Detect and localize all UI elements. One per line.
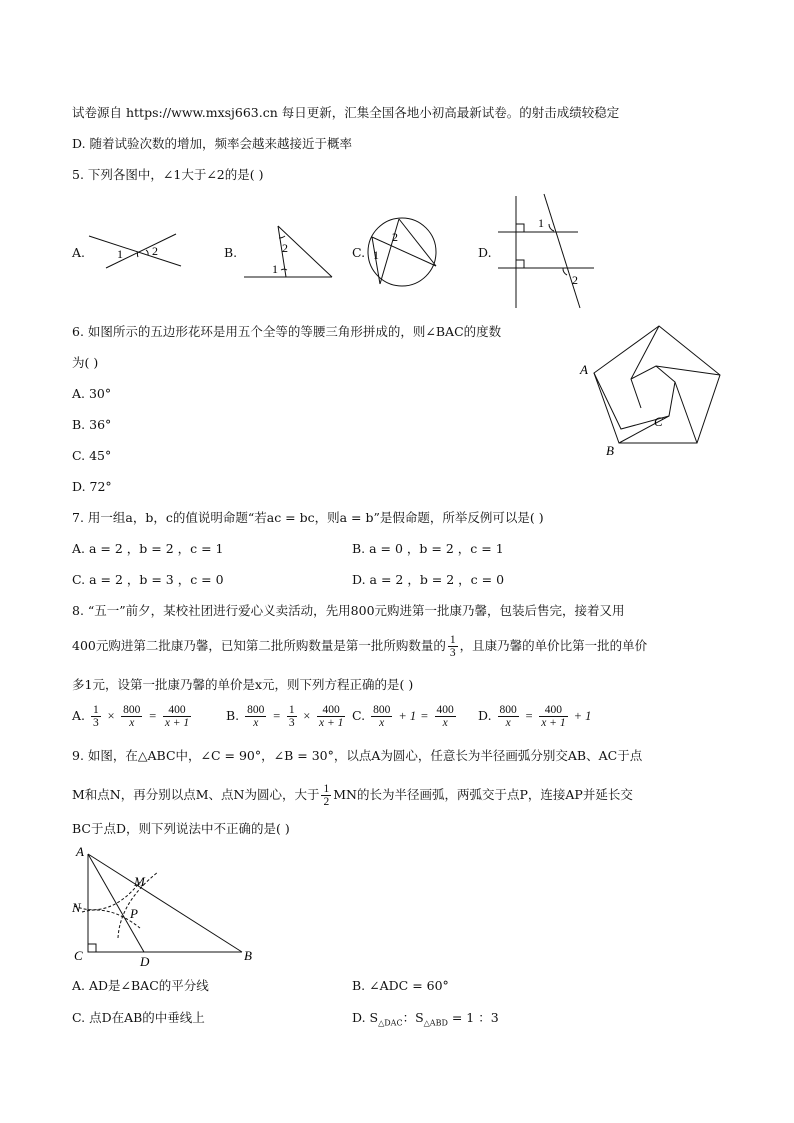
q6-option-c: C. 45° xyxy=(72,448,112,463)
q5-label-c: C. xyxy=(352,245,366,260)
q5-stem: 5. 下列各图中，∠1大于∠2的是( ) xyxy=(72,167,264,182)
q9-option-a: A. AD是∠BAC的平分线 xyxy=(72,978,209,993)
q5d-mark-2: 2 xyxy=(572,273,578,287)
q8-line3: 多1元，设第一批康乃馨的单价是x元，则下列方程正确的是( ) xyxy=(72,677,414,692)
q5c-mark-2: 2 xyxy=(392,230,398,244)
q6-option-a: A. 30° xyxy=(72,386,112,401)
q5-figure-c xyxy=(364,214,444,290)
q9-label-b: B xyxy=(244,948,252,963)
q4-option-d: D. 随着试验次数的增加，频率会越来越接近于概率 xyxy=(72,136,353,151)
q5-figure-d xyxy=(496,192,598,312)
q5a-mark-2: 2 xyxy=(152,244,158,258)
q5a-mark-1: 1 xyxy=(117,247,123,261)
q8-option-a: A. $\frac{1}{3}$ × $\frac{800}{x}$ = $\frac{400}{x + 1}$ xyxy=(72,704,190,729)
q5-figure-b xyxy=(238,222,338,282)
q8-line2-a: 400元购进第二批康乃馨，已知第二批所购数量是第一批所购数量的 xyxy=(72,638,446,653)
fraction-one-half: $\frac{1}{2}$ xyxy=(323,783,330,808)
q9-line3: BC于点D，则下列说法中不正确的是( ) xyxy=(72,821,290,836)
q8-option-c: C. $\frac{800}{x}$ + 1 = $\frac{400}{x}$ xyxy=(352,704,454,729)
q9-label-n: N xyxy=(72,900,81,915)
q6-label-a: A xyxy=(580,362,588,377)
q6-label-b: B xyxy=(606,443,614,458)
q8-option-d: D. $\frac{800}{x}$ = $\frac{400}{x + 1}$ + 1 xyxy=(478,704,592,729)
header-text: 试卷源自 https://www.mxsj663.cn 每日更新，汇集全国各地小初高最新试卷。的射击成绩较稳定 xyxy=(72,105,620,120)
q7-option-c: C. a = 2 ，b = 3 ，c = 0 xyxy=(72,572,224,587)
q9-triangle-figure xyxy=(70,842,260,972)
q8-line1: 8. “五一”前夕，某校社团进行爱心义卖活动，先用800元购进第一批康乃馨，包装后售完，接着又用 xyxy=(72,603,625,618)
q7-option-b: B. a = 0 ，b = 2 ，c = 1 xyxy=(352,541,504,556)
q9-label-a: A xyxy=(76,844,84,859)
q9-label-m: M xyxy=(134,874,145,889)
fraction-one-third: $\frac{1}{3}$ xyxy=(449,634,456,659)
q6-option-b: B. 36° xyxy=(72,417,112,432)
q5c-mark-1: 1 xyxy=(373,248,379,262)
q8-option-b: B. $\frac{800}{x}$ = $\frac{1}{3}$ × $\frac{400}{x + 1}$ xyxy=(226,704,344,729)
q5-label-d: D. xyxy=(478,245,492,260)
q5-label-a: A. xyxy=(72,245,86,260)
q7-option-d: D. a = 2 ，b = 2 ，c = 0 xyxy=(352,572,505,587)
q8-line2 xyxy=(72,634,647,659)
q9-label-d: D xyxy=(140,954,150,969)
q9-option-c: C. 点D在AB的中垂线上 xyxy=(72,1010,205,1025)
q5-figure-a xyxy=(86,228,186,272)
q6-option-d: D. 72° xyxy=(72,479,112,494)
q6-stem-line2: 为( ) xyxy=(72,355,99,370)
q9-label-c: C xyxy=(74,948,83,963)
q9-option-b: B. ∠ADC = 60° xyxy=(352,978,449,993)
q5b-mark-2: 2 xyxy=(282,241,288,255)
q9-line1: 9. 如图，在△ABC中，∠C = 90°，∠B = 30°，以点A为圆心，任意长为半径画弧分别交AB、AC于点 xyxy=(72,748,643,763)
q7-stem: 7. 用一组a，b，c的值说明命题“若ac = bc，则a = b”是假命题，所举反例可以是( ) xyxy=(72,510,544,525)
q6-pentagon-figure xyxy=(572,318,728,460)
q6-stem-line1: 6. 如图所示的五边形花环是用五个全等的等腰三角形拼成的，则∠BAC的度数 xyxy=(72,324,502,339)
q7-option-a: A. a = 2 ，b = 2 ，c = 1 xyxy=(72,541,224,556)
q8-line2-b: ，且康乃馨的单价比第一批的单价 xyxy=(459,638,648,653)
q9-label-p: P xyxy=(130,906,138,921)
q9-line2: M和点N，再分别以点M、点N为圆心，大于 $\frac{1}{2}$ MN的长为半径画弧，两弧交于点P，连接AP并延长交 xyxy=(72,783,633,808)
q5-label-b: B. xyxy=(224,245,238,260)
q9-option-d: D. $S_{\triangle DAC}$：$S_{\triangle ABD} = 1$ ：3 xyxy=(352,1010,499,1028)
q6-label-c: C xyxy=(654,414,663,429)
q5b-mark-1: 1 xyxy=(272,262,278,276)
q5d-mark-1: 1 xyxy=(538,216,544,230)
